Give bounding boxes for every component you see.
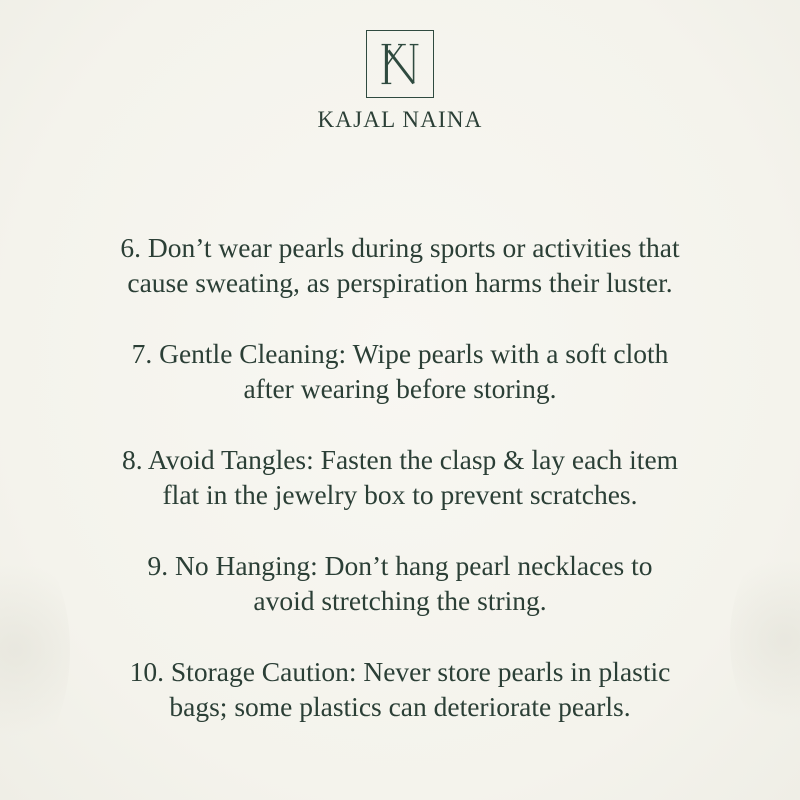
tip-line: 10. Storage Caution: Never store pearls in plastic xyxy=(129,656,671,687)
tip-line: flat in the jewelry box to prevent scratches. xyxy=(162,479,638,510)
tip-line: after wearing before storing. xyxy=(243,373,557,404)
brand-monogram-logo xyxy=(366,30,434,98)
tip-line: 9. No Hanging: Don’t hang pearl necklaces to xyxy=(147,550,653,581)
brand-name: KAJAL NAINA xyxy=(317,107,483,132)
tip-7 xyxy=(0,336,800,406)
kn-monogram-icon xyxy=(367,31,433,97)
tip-line: 7. Gentle Cleaning: Wipe pearls with a soft cloth xyxy=(131,338,669,369)
tip-8 xyxy=(0,442,800,512)
tip-line: cause sweating, as perspiration harms their luster. xyxy=(127,267,673,298)
tip-line: 6. Don’t wear pearls during sports or activities that xyxy=(120,232,680,263)
tip-line: bags; some plastics can deteriorate pearls. xyxy=(169,691,631,722)
tip-9 xyxy=(0,548,800,618)
tip-line: avoid stretching the string. xyxy=(253,585,547,616)
tip-line: 8. Avoid Tangles: Fasten the clasp & lay each item xyxy=(121,444,679,475)
tip-10 xyxy=(0,654,800,724)
pearl-care-tips-list xyxy=(0,230,800,760)
tip-6 xyxy=(0,230,800,300)
